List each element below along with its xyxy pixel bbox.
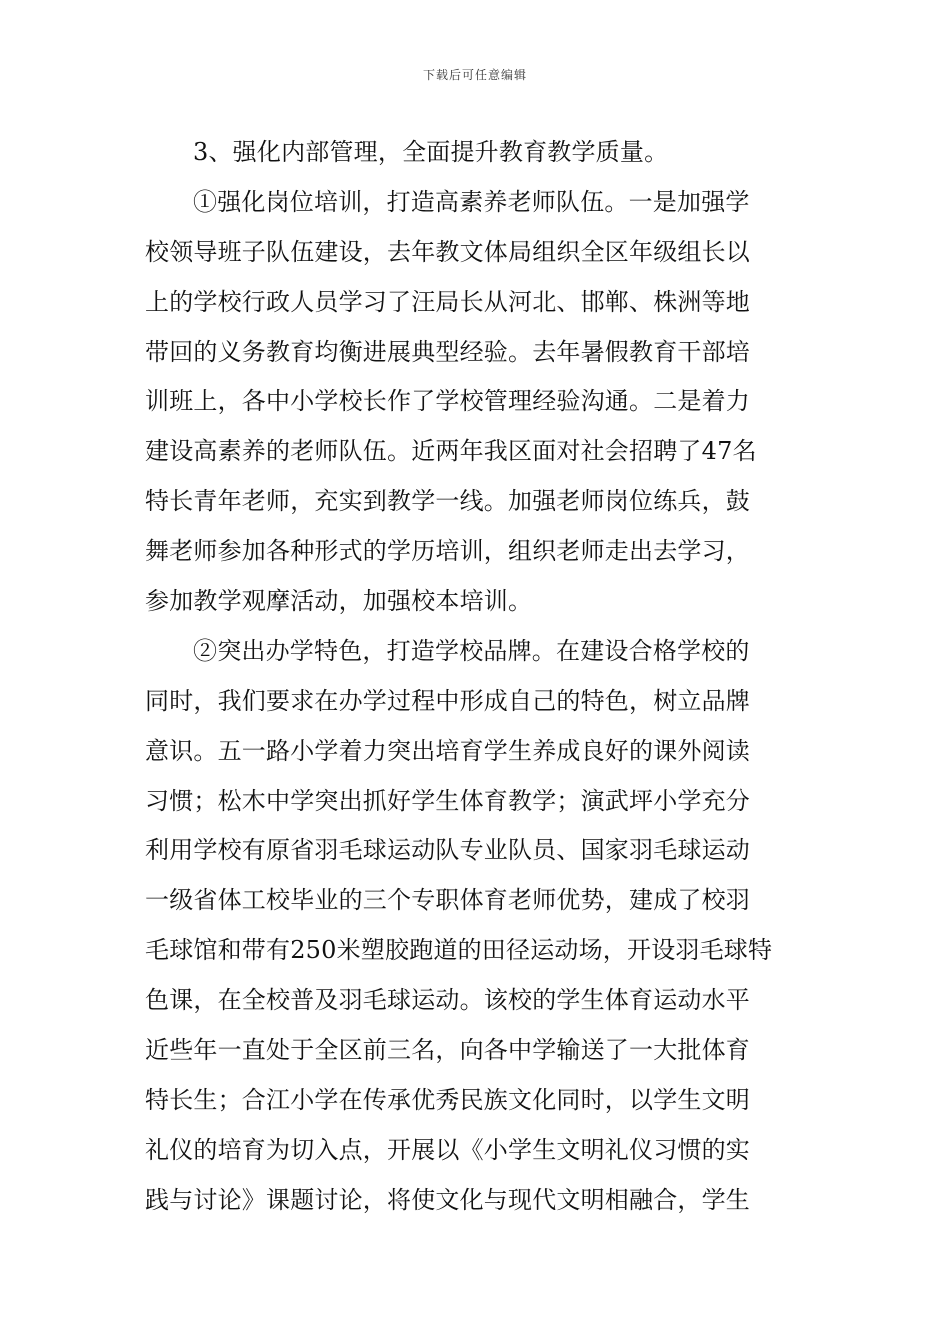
text-line: 色课，在全校普及羽毛球运动。该校的学生体育运动水平	[145, 986, 750, 1015]
body-text	[145, 128, 805, 1226]
text-line: 上的学校行政人员学习了汪局长从河北、邯郸、株洲等地	[145, 287, 750, 316]
text-line: 习惯；松木中学突出抓好学生体育教学；演武坪小学充分	[145, 786, 750, 815]
text-line: 毛球馆和带有250米塑胶跑道的田径运动场，开设羽毛球特	[145, 936, 773, 965]
text-line: 践与讨论》课题讨论，将使文化与现代文明相融合，学生	[145, 1185, 750, 1214]
text-line: 意识。五一路小学着力突出培育学生养成良好的课外阅读	[145, 736, 750, 765]
text-line: 特长青年老师，充实到教学一线。加强老师岗位练兵，鼓	[145, 487, 750, 516]
text-line: 训班上，各中小学校长作了学校管理经验沟通。二是着力	[145, 387, 750, 416]
text-line: 特长生；合江小学在传承优秀民族文化同时，以学生文明	[145, 1085, 750, 1114]
text-line: 建设高素养的老师队伍。近两年我区面对社会招聘了47名	[145, 437, 757, 466]
text-line: 一级省体工校毕业的三个专职体育老师优势，建成了校羽	[145, 886, 750, 915]
text-line: 礼仪的培育为切入点，开展以《小学生文明礼仪习惯的实	[145, 1135, 750, 1164]
text-line: ②突出办学特色，打造学校品牌。在建设合格学校的	[193, 636, 750, 665]
text-line: 校领导班子队伍建设，去年教文体局组织全区年级组长以	[145, 237, 750, 266]
text-line: ①强化岗位培训，打造高素养老师队伍。一是加强学	[193, 187, 750, 216]
text-line: 利用学校有原省羽毛球运动队专业队员、国家羽毛球运动	[145, 836, 750, 865]
text-line: 同时，我们要求在办学过程中形成自己的特色，树立品牌	[145, 686, 750, 715]
text-line: 带回的义务教育均衡进展典型经验。去年暑假教育干部培	[145, 337, 750, 366]
header-note: 下载后可任意编辑	[422, 68, 527, 82]
text-line: 3、强化内部管理，全面提升教育教学质量。	[193, 138, 669, 166]
text-line: 参加教学观摩活动，加强校本培训。	[145, 587, 533, 616]
text-line: 舞老师参加各种形式的学历培训，组织老师走出去学习，	[145, 537, 750, 566]
text-line: 近些年一直处于全区前三名，向各中学输送了一大批体育	[145, 1036, 750, 1065]
